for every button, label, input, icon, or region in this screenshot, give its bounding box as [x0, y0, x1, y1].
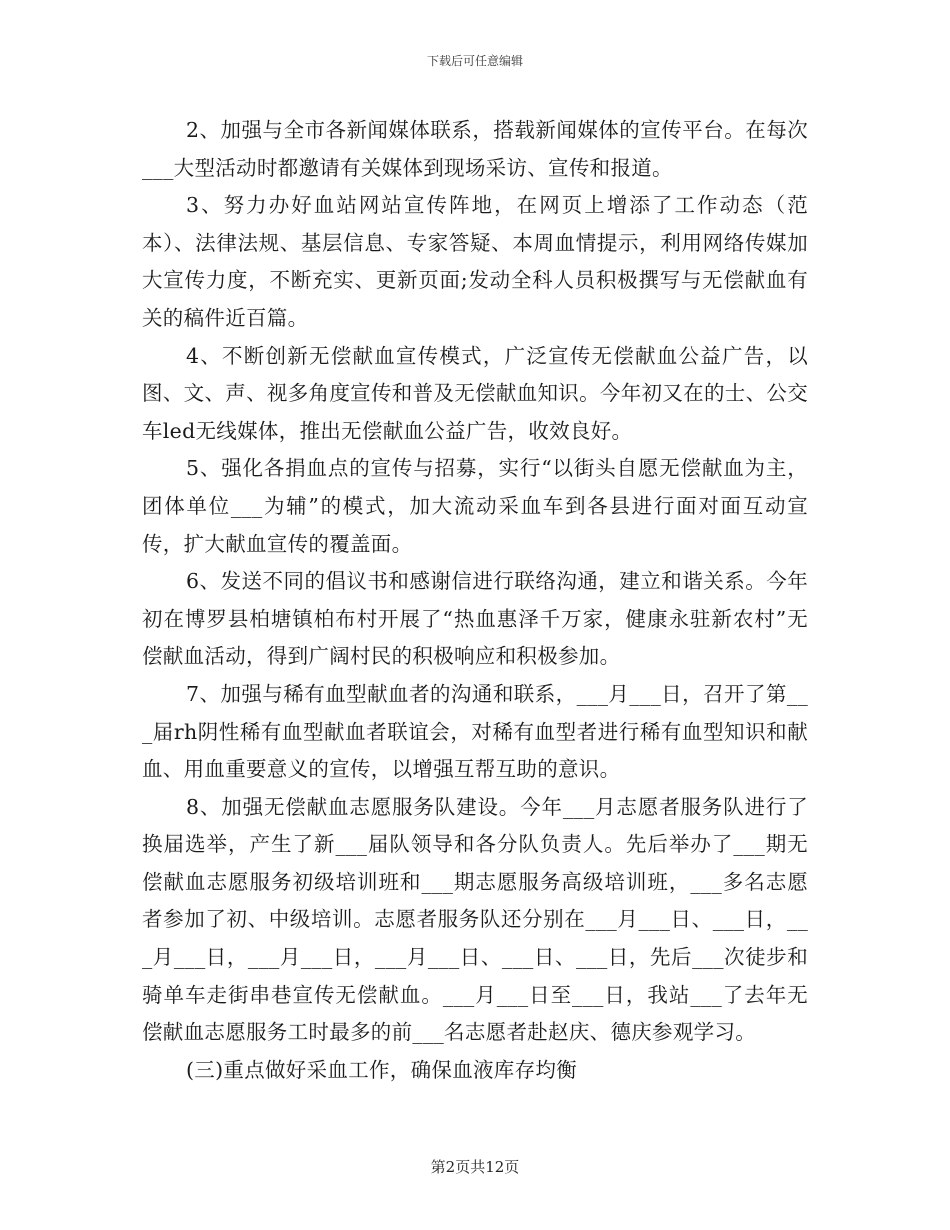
document-body — [142, 112, 808, 1089]
paragraph-item-7: 7、加强与稀有血型献血者的沟通和联系，___月___日，召开了第___届rh阴性稀有血型献血者联谊会，对稀有血型者进行稀有血型知识和献血、用血重要意义的宣传，以增强互帮互助的意识。 — [142, 681, 808, 782]
paragraph-item-4: 4、不断创新无偿献血宣传模式，广泛宣传无偿献血公益广告，以图、文、声、视多角度宣传和普及无偿献血知识。今年初又在的士、公交车led无线媒体，推出无偿献血公益广告，收效良好。 — [142, 343, 808, 443]
paragraph-item-6: 6、发送不同的倡议书和感谢信进行联络沟通，建立和谐关系。今年初在博罗县柏塘镇柏布村开展了“热血惠泽千万家，健康永驻新农村”无偿献血活动，得到广阔村民的积极响应和积极参加。 — [142, 569, 808, 669]
page-footer: 第2页共12页 — [430, 1158, 520, 1176]
paragraph-item-8: 8、加强无偿献血志愿服务队建设。今年___月志愿者服务队进行了换届选举，产生了新___届队领导和各分队负责人。先后举办了___期无偿献血志愿服务初级培训班和___期志愿服务高级培训班，___多名志愿者参加了初、中级培训。志愿者服务队还分别在___月___日、___日，___月___日，___月___日，___月___日、___日、___日，先后___次徒步和骑单车走街串巷宣传无偿献血。___月___日至___日，我站___了去年无偿献血志愿服务工时最多的前___名志愿者赴赵庆、德庆参观学习。 — [142, 794, 808, 1045]
page-header: 下载后可任意编辑 — [426, 54, 523, 68]
paragraph-item-2: 2、加强与全市各新闻媒体联系，搭载新闻媒体的宣传平台。在每次___大型活动时都邀请有关媒体到现场采访、宣传和报道。 — [142, 118, 808, 180]
paragraph-item-3: 3、努力办好血站网站宣传阵地，在网页上增添了工作动态（范本）、法律法规、基层信息、专家答疑、本周血情提示，利用网络传媒加大宣传力度，不断充实、更新页面;发动全科人员积极撰写与无偿献血有关的稿件近百篇。 — [142, 193, 808, 330]
paragraph-item-5: 5、强化各捐血点的宣传与招募，实行“以街头自愿无偿献血为主，团体单位___为辅”的模式，加大流动采血车到各县进行面对面互动宣传，扩大献血宣传的覆盖面。 — [142, 456, 808, 556]
section-heading: (三)重点做好采血工作，确保血液库存均衡 — [186, 1057, 577, 1082]
